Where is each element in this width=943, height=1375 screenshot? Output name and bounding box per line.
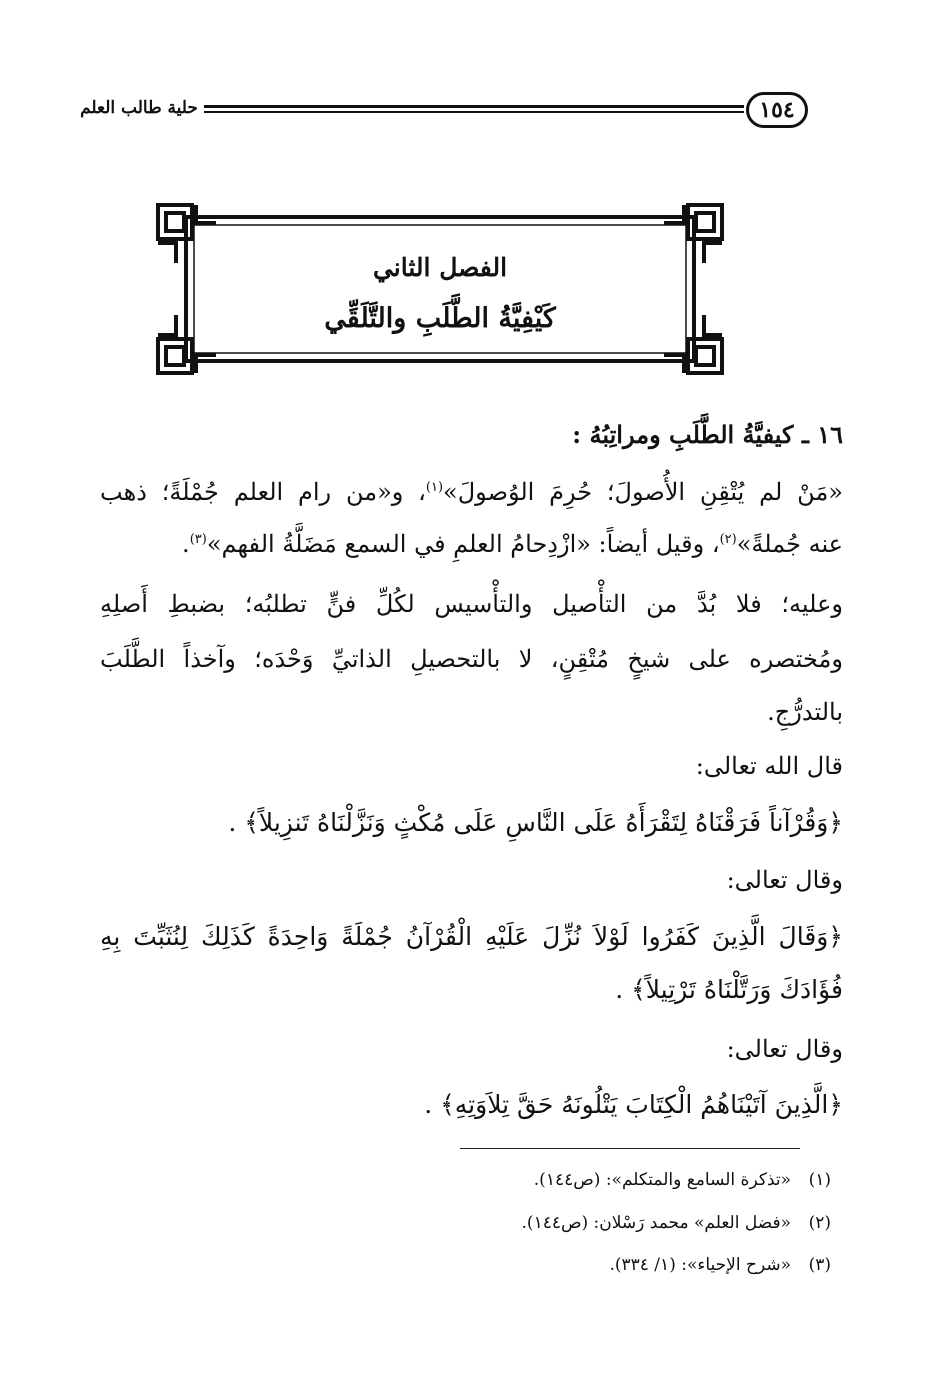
quran-verse: ﴿وَقُرْآناً فَرَقْنَاهُ لِتَقْرَأَهُ عَلَى النَّاسِ عَلَى مُكْثٍ وَنَزَّلْنَاهُ تَنزِيلاً﴾ . (228, 808, 843, 837)
paragraph-line: ومُختصره على شيخٍ مُتْقِنٍ، لا بالتحصيلِ الذاتيِّ وَحْدَه؛ وآخذاً الطَّلَبَ (100, 645, 843, 673)
footnote-number: (١) (808, 1170, 831, 1190)
footnote-ref[interactable]: (١) (425, 480, 444, 495)
section-heading: ١٦ ـ كيفيَّةُ الطَّلَبِ ومراتِبُهُ : (572, 420, 843, 449)
quote-text: ، وقيل أيضاً: «ازْدِحامُ العلمِ في السمع مَضَلَّةُ الفهم» (206, 530, 720, 558)
chapter-title: الفصل الثاني (372, 253, 508, 282)
chapter-subtitle: كَيْفِيَّةُ الطَّلَبِ والتَّلَقِّي (324, 303, 556, 334)
footnote-text: «شرح الإحياء»: (١/ ٣٣٤). (609, 1255, 791, 1275)
footnote-ref[interactable]: (٣) (189, 532, 207, 547)
footnote (534, 1170, 831, 1190)
quran-verse: ﴿وَقَالَ الَّذِينَ كَفَرُوا لَوْلاَ نُزِّلَ عَلَيْهِ الْقُرْآنُ جُمْلَةً وَاحِدَةً كَذَلِكَ لِنُثَبِّتَ بِهِ (100, 922, 843, 951)
footnote-text: «تذكرة السامع والمتكلم»: (ص١٤٤). (533, 1170, 791, 1190)
chapter-frame (156, 203, 724, 375)
ornamental-border-icon (156, 203, 724, 375)
footnote-text: «فضل العلم» محمد رَسْلان: (ص١٤٤). (521, 1213, 791, 1233)
paragraph-line (182, 530, 843, 558)
paragraph-line: وعليه؛ فلا بُدَّ من التأْصيل والتأْسيس لكُلِّ فنٍّ تطلبُه؛ بضبطِ أَصلِهِ (100, 590, 843, 618)
page-number-badge: ١٥٤ (746, 92, 808, 128)
quran-verse: فُؤَادَكَ وَرَتَّلْنَاهُ تَرْتِيلاً﴾ . (615, 975, 843, 1004)
footnote-number: (٢) (808, 1213, 831, 1233)
footnote (609, 1255, 831, 1275)
quote-text: ، و«من رام العلم جُمْلَةً؛ ذهب (100, 478, 426, 506)
quote-text: «مَنْ لم يُتْقِنِ الأُصولَ؛ حُرِمَ الوُصولَ» (443, 478, 843, 506)
paragraph-line (100, 478, 843, 506)
verse-intro: وقال تعالى: (726, 866, 843, 894)
footnote-number: (٣) (808, 1255, 831, 1275)
header-rule (204, 105, 744, 113)
footnote-separator (460, 1148, 800, 1149)
footnote (522, 1213, 831, 1233)
running-title: حلية طالب العلم (80, 98, 198, 118)
verse-intro: وقال تعالى: (726, 1035, 843, 1063)
quote-text: . (182, 530, 190, 558)
verse-intro: قال الله تعالى: (695, 752, 843, 780)
paragraph-line: بالتدرُّجِ. (767, 698, 843, 726)
quote-text: عنه جُملةً» (736, 530, 843, 558)
quran-verse: ﴿الَّذِينَ آتَيْنَاهُمُ الْكِتَابَ يَتْلُونَهُ حَقَّ تِلاَوَتِهِ﴾ . (424, 1090, 843, 1119)
page-header (78, 92, 808, 132)
footnote-ref[interactable]: (٢) (719, 532, 737, 547)
